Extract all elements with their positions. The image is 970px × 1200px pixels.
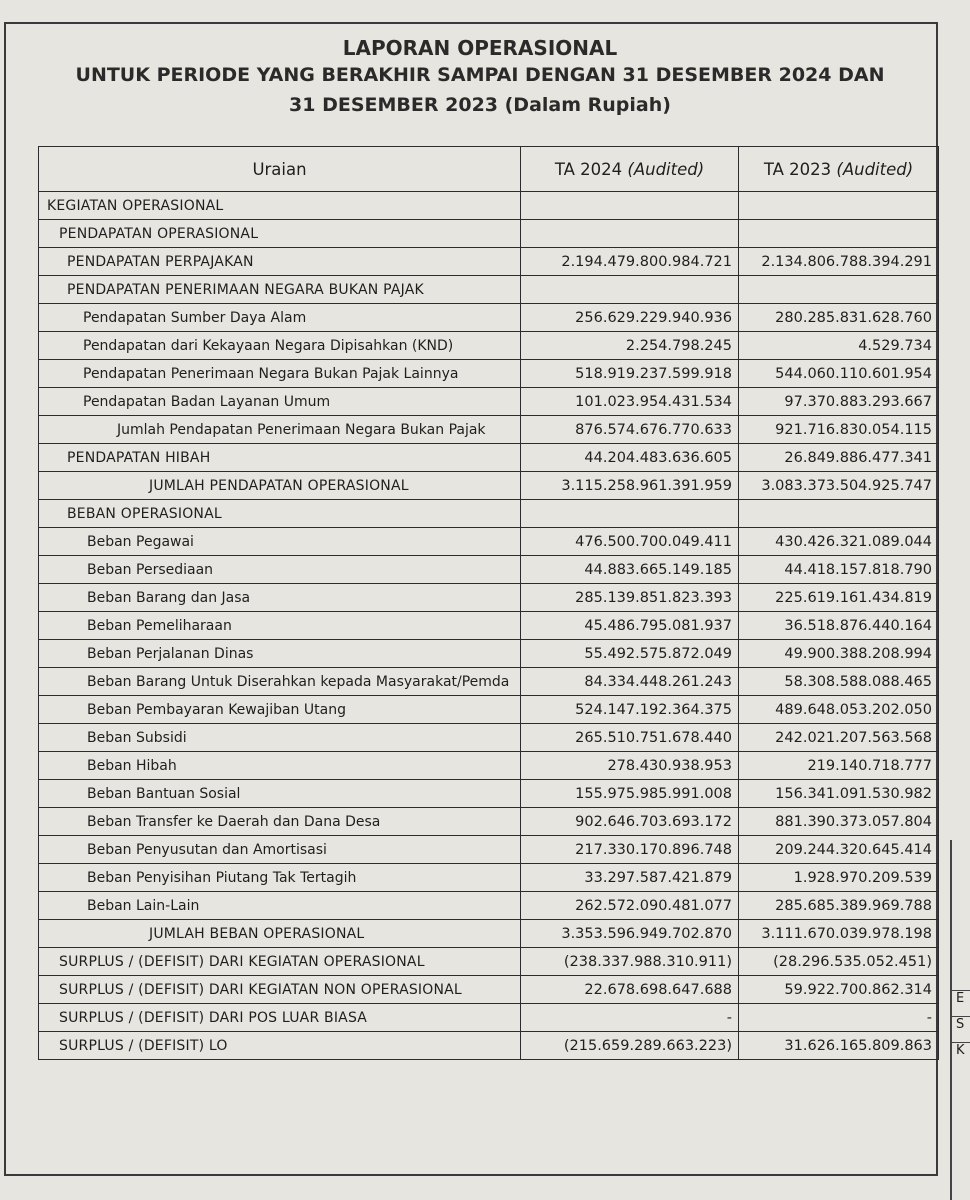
- value-2023: 36.518.876.440.164: [739, 612, 939, 640]
- value-2024: 55.492.575.872.049: [521, 640, 739, 668]
- value-2023: [739, 500, 939, 528]
- row-label: Beban Barang Untuk Diserahkan kepada Masyarakat/Pemda: [39, 668, 521, 696]
- row-label: Pendapatan Badan Layanan Umum: [39, 388, 521, 416]
- fragment-cell: S: [952, 1016, 970, 1043]
- value-2023: 156.341.091.530.982: [739, 780, 939, 808]
- table-row: [39, 668, 939, 696]
- table-row: [39, 276, 939, 304]
- row-label: SURPLUS / (DEFISIT) DARI KEGIATAN NON OPERASIONAL: [39, 976, 521, 1004]
- header-ta-2024: [521, 147, 739, 192]
- report-title: [40, 36, 920, 120]
- value-2023: 219.140.718.777: [739, 752, 939, 780]
- row-label: SURPLUS / (DEFISIT) DARI POS LUAR BIASA: [39, 1004, 521, 1032]
- value-2023: 3.083.373.504.925.747: [739, 472, 939, 500]
- table-row: [39, 556, 939, 584]
- table-row: [39, 304, 939, 332]
- row-label: SURPLUS / (DEFISIT) DARI KEGIATAN OPERASIONAL: [39, 948, 521, 976]
- table-row: [39, 892, 939, 920]
- table-header-row: [39, 147, 939, 192]
- value-2023: 58.308.588.088.465: [739, 668, 939, 696]
- value-2023: 26.849.886.477.341: [739, 444, 939, 472]
- row-label: Jumlah Pendapatan Penerimaan Negara Bukan Pajak: [39, 416, 521, 444]
- table-row: [39, 416, 939, 444]
- value-2023: -: [739, 1004, 939, 1032]
- value-2024: 33.297.587.421.879: [521, 864, 739, 892]
- value-2023: (28.296.535.052.451): [739, 948, 939, 976]
- row-label: PENDAPATAN PENERIMAAN NEGARA BUKAN PAJAK: [39, 276, 521, 304]
- value-2023: 44.418.157.818.790: [739, 556, 939, 584]
- value-2023: 49.900.388.208.994: [739, 640, 939, 668]
- value-2024: 902.646.703.693.172: [521, 808, 739, 836]
- table-row: [39, 584, 939, 612]
- row-label: PENDAPATAN OPERASIONAL: [39, 220, 521, 248]
- value-2023: 209.244.320.645.414: [739, 836, 939, 864]
- row-label: Beban Pemeliharaan: [39, 612, 521, 640]
- table-row: [39, 248, 939, 276]
- value-2024: [521, 220, 739, 248]
- row-label: Beban Perjalanan Dinas: [39, 640, 521, 668]
- value-2023: 225.619.161.434.819: [739, 584, 939, 612]
- table-row: [39, 920, 939, 948]
- row-label: PENDAPATAN HIBAH: [39, 444, 521, 472]
- value-2024: 518.919.237.599.918: [521, 360, 739, 388]
- table-row: [39, 472, 939, 500]
- value-2023: 544.060.110.601.954: [739, 360, 939, 388]
- value-2024: 285.139.851.823.393: [521, 584, 739, 612]
- row-label: Pendapatan Sumber Daya Alam: [39, 304, 521, 332]
- table-row: [39, 1032, 939, 1060]
- header-ta-2023: [739, 147, 939, 192]
- title-line-2: UNTUK PERIODE YANG BERAKHIR SAMPAI DENGAN 31 DESEMBER 2024 DAN: [75, 64, 885, 86]
- table-row: [39, 1004, 939, 1032]
- value-2024: 476.500.700.049.411: [521, 528, 739, 556]
- table-row: [39, 808, 939, 836]
- row-label: Beban Bantuan Sosial: [39, 780, 521, 808]
- row-label: Beban Barang dan Jasa: [39, 584, 521, 612]
- value-2024: (238.337.988.310.911): [521, 948, 739, 976]
- value-2024: 256.629.229.940.936: [521, 304, 739, 332]
- value-2023: 31.626.165.809.863: [739, 1032, 939, 1060]
- row-label: KEGIATAN OPERASIONAL: [39, 192, 521, 220]
- value-2023: 921.716.830.054.115: [739, 416, 939, 444]
- value-2024: 2.254.798.245: [521, 332, 739, 360]
- value-2023: 489.648.053.202.050: [739, 696, 939, 724]
- row-label: Beban Pegawai: [39, 528, 521, 556]
- table-row: [39, 332, 939, 360]
- value-2024: 3.115.258.961.391.959: [521, 472, 739, 500]
- value-2024: [521, 276, 739, 304]
- row-label: Beban Hibah: [39, 752, 521, 780]
- table-row: [39, 948, 939, 976]
- value-2023: 1.928.970.209.539: [739, 864, 939, 892]
- title-line-3: 31 DESEMBER 2023 (Dalam Rupiah): [289, 94, 671, 116]
- row-label: Beban Lain-Lain: [39, 892, 521, 920]
- row-label: PENDAPATAN PERPAJAKAN: [39, 248, 521, 276]
- value-2024: 265.510.751.678.440: [521, 724, 739, 752]
- table-row: [39, 696, 939, 724]
- value-2024: 278.430.938.953: [521, 752, 739, 780]
- value-2024: 217.330.170.896.748: [521, 836, 739, 864]
- row-label: Beban Penyusutan dan Amortisasi: [39, 836, 521, 864]
- table-row: [39, 780, 939, 808]
- value-2023: 59.922.700.862.314: [739, 976, 939, 1004]
- value-2024: 44.883.665.149.185: [521, 556, 739, 584]
- value-2023: 881.390.373.057.804: [739, 808, 939, 836]
- title-line-1: LAPORAN OPERASIONAL: [342, 36, 618, 60]
- table-row: [39, 192, 939, 220]
- value-2023: 280.285.831.628.760: [739, 304, 939, 332]
- row-label: Beban Penyisihan Piutang Tak Tertagih: [39, 864, 521, 892]
- row-label: JUMLAH PENDAPATAN OPERASIONAL: [39, 472, 521, 500]
- table-row: [39, 388, 939, 416]
- row-label: SURPLUS / (DEFISIT) LO: [39, 1032, 521, 1060]
- value-2023: [739, 220, 939, 248]
- value-2024: 262.572.090.481.077: [521, 892, 739, 920]
- value-2024: -: [521, 1004, 739, 1032]
- table-row: [39, 360, 939, 388]
- operational-report-table: [38, 146, 939, 1060]
- value-2024: (215.659.289.663.223): [521, 1032, 739, 1060]
- value-2023: 242.021.207.563.568: [739, 724, 939, 752]
- table-row: [39, 864, 939, 892]
- value-2024: 44.204.483.636.605: [521, 444, 739, 472]
- value-2024: 84.334.448.261.243: [521, 668, 739, 696]
- value-2024: 524.147.192.364.375: [521, 696, 739, 724]
- value-2024: 101.023.954.431.534: [521, 388, 739, 416]
- adjacent-table-fragment: [950, 840, 970, 1200]
- value-2023: 285.685.389.969.788: [739, 892, 939, 920]
- table-row: [39, 220, 939, 248]
- row-label: Beban Transfer ke Daerah dan Dana Desa: [39, 808, 521, 836]
- table-row: [39, 528, 939, 556]
- table-row: [39, 836, 939, 864]
- value-2023: 4.529.734: [739, 332, 939, 360]
- value-2023: 3.111.670.039.978.198: [739, 920, 939, 948]
- table-row: [39, 640, 939, 668]
- value-2024: [521, 500, 739, 528]
- table-row: [39, 976, 939, 1004]
- row-label: BEBAN OPERASIONAL: [39, 500, 521, 528]
- row-label: Pendapatan Penerimaan Negara Bukan Pajak Lainnya: [39, 360, 521, 388]
- header-uraian: Uraian: [39, 147, 521, 192]
- row-label: JUMLAH BEBAN OPERASIONAL: [39, 920, 521, 948]
- header-ta-2024-year: TA 2024: [554, 159, 623, 179]
- value-2024: 22.678.698.647.688: [521, 976, 739, 1004]
- table-row: [39, 612, 939, 640]
- value-2024: 2.194.479.800.984.721: [521, 248, 739, 276]
- table-row: [39, 500, 939, 528]
- row-label: Beban Subsidi: [39, 724, 521, 752]
- value-2024: [521, 192, 739, 220]
- row-label: Beban Pembayaran Kewajiban Utang: [39, 696, 521, 724]
- value-2024: 45.486.795.081.937: [521, 612, 739, 640]
- value-2023: [739, 192, 939, 220]
- value-2024: 3.353.596.949.702.870: [521, 920, 739, 948]
- header-ta-2024-note: (Audited): [627, 159, 705, 179]
- table-row: [39, 724, 939, 752]
- table-row: [39, 752, 939, 780]
- value-2023: 97.370.883.293.667: [739, 388, 939, 416]
- fragment-cell: K: [952, 1042, 970, 1069]
- value-2023: 2.134.806.788.394.291: [739, 248, 939, 276]
- value-2024: 155.975.985.991.008: [521, 780, 739, 808]
- header-ta-2023-year: TA 2023: [763, 159, 832, 179]
- row-label: Beban Persediaan: [39, 556, 521, 584]
- header-ta-2023-note: (Audited): [836, 159, 914, 179]
- table-row: [39, 444, 939, 472]
- fragment-cell: E: [952, 990, 970, 1017]
- row-label: Pendapatan dari Kekayaan Negara Dipisahkan (KND): [39, 332, 521, 360]
- value-2023: 430.426.321.089.044: [739, 528, 939, 556]
- value-2023: [739, 276, 939, 304]
- value-2024: 876.574.676.770.633: [521, 416, 739, 444]
